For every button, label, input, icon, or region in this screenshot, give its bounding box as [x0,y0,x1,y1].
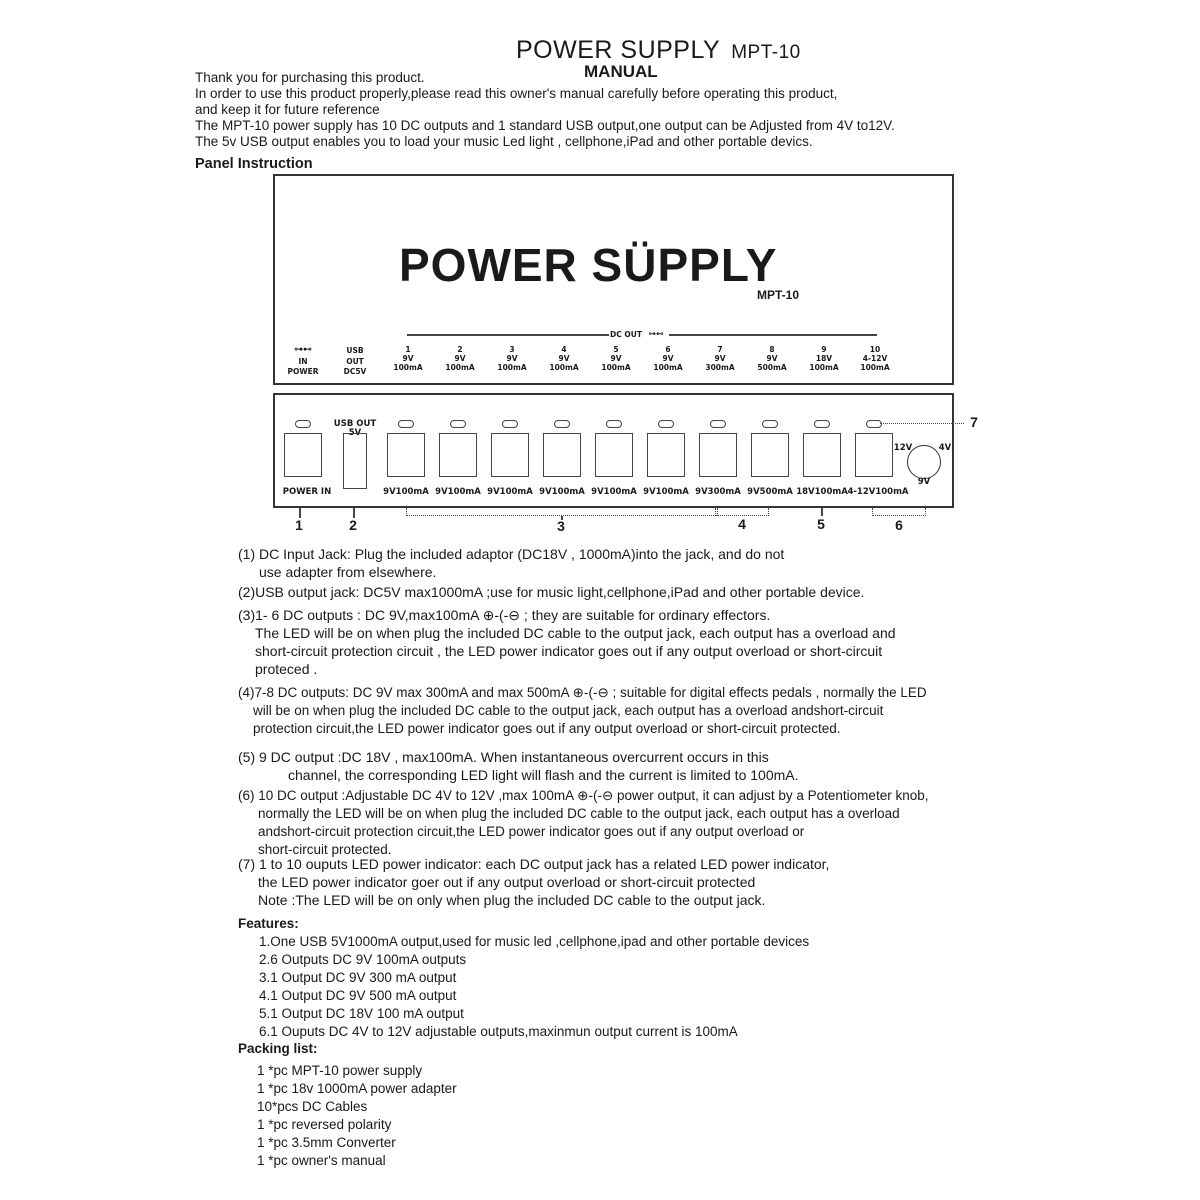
description-3 [238,606,896,678]
front-panel [273,393,954,508]
packing-item: 1 *pc owner's manual [257,1153,386,1168]
jack-label: 9V300mA [695,487,741,497]
dc-jack [699,433,737,477]
led-indicator [814,420,830,428]
description-line: normally the LED will be on when plug the included DC cable to the output jack, each output has a overload [258,806,900,821]
dc-jack [439,433,477,477]
callout-3: 3 [557,518,565,534]
description-line: (5) 9 DC output :DC 18V , max100mA. When instantaneous overcurrent occurs in this [238,749,769,765]
power-in-jack [284,433,322,477]
led-indicator [502,420,518,428]
top-output-9: 9 18V 100mA [809,345,839,372]
led-indicator [450,420,466,428]
dc-jack [491,433,529,477]
packing-item: 1 *pc 18v 1000mA power adapter [257,1081,457,1096]
in-power-label-1: IN [298,357,308,366]
jack-label: 9V100mA [487,487,533,497]
intro-line: The 5v USB output enables you to load your music Led light , cellphone,iPad and other portable devics. [195,134,813,149]
description-6 [238,787,928,859]
led-indicator [866,420,882,428]
led-indicator [606,420,622,428]
features-list [259,933,809,1041]
in-power-label-2: POWER [287,367,319,376]
knob-label-left: 12V [893,443,913,453]
feature-item: 1.One USB 5V1000mA output,used for music led ,cellphone,ipad and other portable devices [259,934,810,949]
description-line: (6) 10 DC output :Adjustable DC 4V to 12V ,max 100mA ⊕-(-⊖ power output, it can adjust by a Potentiometer knob, [238,788,929,803]
description-5 [238,748,799,784]
description-line: (3)1- 6 DC outputs : DC 9V,max100mA ⊕-(-⊖ ; they are suitable for ordinary effectors. [238,607,771,623]
top-output-10: 10 4-12V 100mA [860,345,890,372]
description-line: (2)USB output jack: DC5V max1000mA ;use for music light,cellphone,iPad and other portable device. [238,584,865,600]
description-line: protection circuit,the LED power indicator goes out if any output overload or short-circuit protected. [253,721,841,736]
description-line: andshort-circuit protection circuit,the LED power indicator goes out if any output overload or [258,824,805,839]
callout-6-bracket [872,508,926,516]
led-indicator [295,420,311,428]
led-indicator [710,420,726,428]
description-2 [238,583,864,601]
features-heading: Features: [238,916,299,931]
top-output-6: 6 9V 100mA [653,345,683,372]
callout-6: 6 [895,517,903,533]
jack-label: 9V100mA [383,487,429,497]
jack-label: 9V100mA [539,487,585,497]
callout-5-tick [821,508,823,516]
led-indicator [398,420,414,428]
dc-out-line-right [669,334,877,336]
description-line: (4)7-8 DC outputs: DC 9V max 300mA and max 500mA ⊕-(-⊖ ; suitable for digital effects pedals , normally the LED [238,685,927,700]
packing-item: 10*pcs DC Cables [257,1099,368,1114]
feature-item: 3.1 Output DC 9V 300 mA output [259,970,457,985]
dc-jack [803,433,841,477]
feature-item: 5.1 Output DC 18V 100 mA output [259,1006,464,1021]
in-power-polarity-icon: ⊶⊷ [294,345,312,355]
dc-out-polarity-icon: ⊶⊷ [648,329,664,338]
feature-item: 2.6 Outputs DC 9V 100mA outputs [259,952,467,967]
jack-label: 9V100mA [643,487,689,497]
description-line: (7) 1 to 10 ouputs LED power indicator: each DC output jack has a related LED power indicator, [238,856,830,872]
description-line: the LED power indicator goer out if any output overload or short-circuit protected [258,874,756,890]
usb-out-label-1: USB [346,346,364,355]
power-in-label: POWER IN [282,487,332,497]
description-line: proteced . [255,661,318,677]
callout-4-bracket [715,508,769,516]
dc-jack [855,433,893,477]
knob-label-right: 4V [938,443,952,453]
callout-7-leader [880,423,964,424]
dc-jack [595,433,633,477]
jack-label: 18V100mA [796,487,848,497]
intro-line: The MPT-10 power supply has 10 DC outputs and 1 standard USB output,one output can be Adjusted from 4V to12V. [195,118,895,133]
dc-jack [387,433,425,477]
callout-4: 4 [738,516,746,532]
dc-out-label: DC OUT [610,330,642,339]
page-subtitle: MANUAL [584,62,658,81]
description-line: The LED will be on when plug the included DC cable to the output jack, each output has a overload and [255,625,896,641]
callout-7: 7 [970,414,978,430]
description-line: will be on when plug the included DC cable to the output jack, each output has a overload andshort-circuit [253,703,884,718]
description-line: short-circuit protected. [258,842,392,857]
usb-out-label-2: OUT [346,357,364,366]
dc-jack [751,433,789,477]
top-output-3: 3 9V 100mA [497,345,527,372]
description-1 [238,545,784,581]
callout-1: 1 [295,517,303,533]
jack-label: 9V500mA [747,487,793,497]
packing-heading: Packing list: [238,1041,318,1056]
led-indicator [658,420,674,428]
usb-out-5v-label: USB OUT 5V [333,419,377,438]
panel-heading: Panel Instruction [195,156,313,172]
dc-jack [647,433,685,477]
top-output-2: 2 9V 100mA [445,345,475,372]
description-line: short-circuit protection circuit , the LED power indicator goes out if any output overload or short-circuit [255,643,883,659]
led-indicator [554,420,570,428]
panel-brand: POWER SÜPPLY [399,239,778,291]
feature-item: 6.1 Ouputs DC 4V to 12V adjustable outputs,maxinmun output current is 100mA [259,1024,738,1039]
description-line: channel, the corresponding LED light will flash and the current is limited to 100mA. [288,767,799,783]
led-indicator [762,420,778,428]
page-title [516,36,801,65]
intro-text [195,70,895,150]
top-panel [273,174,954,385]
packing-item: 1 *pc 3.5mm Converter [257,1135,396,1150]
description-4 [238,684,927,738]
panel-model: MPT-10 [757,288,800,302]
top-output-1: 1 9V 100mA [393,345,423,372]
top-output-7: 7 9V 300mA [705,345,735,372]
callout-5: 5 [817,516,825,532]
knob-label-bottom: 9V [917,477,931,487]
top-output-5: 5 9V 100mA [601,345,631,372]
jack-label: 9V100mA [591,487,637,497]
description-line: (1) DC Input Jack: Plug the included adaptor (DC18V , 1000mA)into the jack, and do not [238,546,785,562]
description-7 [238,855,829,909]
packing-item: 1 *pc MPT-10 power supply [257,1063,423,1078]
intro-line: In order to use this product properly,please read this owner's manual carefully before operating this product, [195,86,838,101]
intro-line: and keep it for future reference [195,102,380,117]
callout-3-bracket [406,508,718,516]
usb-out-label-3: DC5V [343,367,367,376]
dc-jack [543,433,581,477]
packing-list [257,1062,457,1170]
title-text: POWER SUPPLY [516,36,720,64]
usb-port [343,433,367,489]
top-output-8: 8 9V 500mA [757,345,787,372]
description-line: use adapter from elsewhere. [259,564,437,580]
top-output-4: 4 9V 100mA [549,345,579,372]
packing-item: 1 *pc reversed polarity [257,1117,392,1132]
jack-label: 9V100mA [435,487,481,497]
dc-out-line-left [407,334,609,336]
intro-line: Thank you for purchasing this product. [195,70,425,85]
title-model: MPT-10 [731,42,801,63]
jack-label: 4-12V100mA [847,487,909,497]
callout-2: 2 [349,517,357,533]
feature-item: 4.1 Output DC 9V 500 mA output [259,988,457,1003]
description-line: Note :The LED will be on only when plug the included DC cable to the output jack. [258,892,766,908]
